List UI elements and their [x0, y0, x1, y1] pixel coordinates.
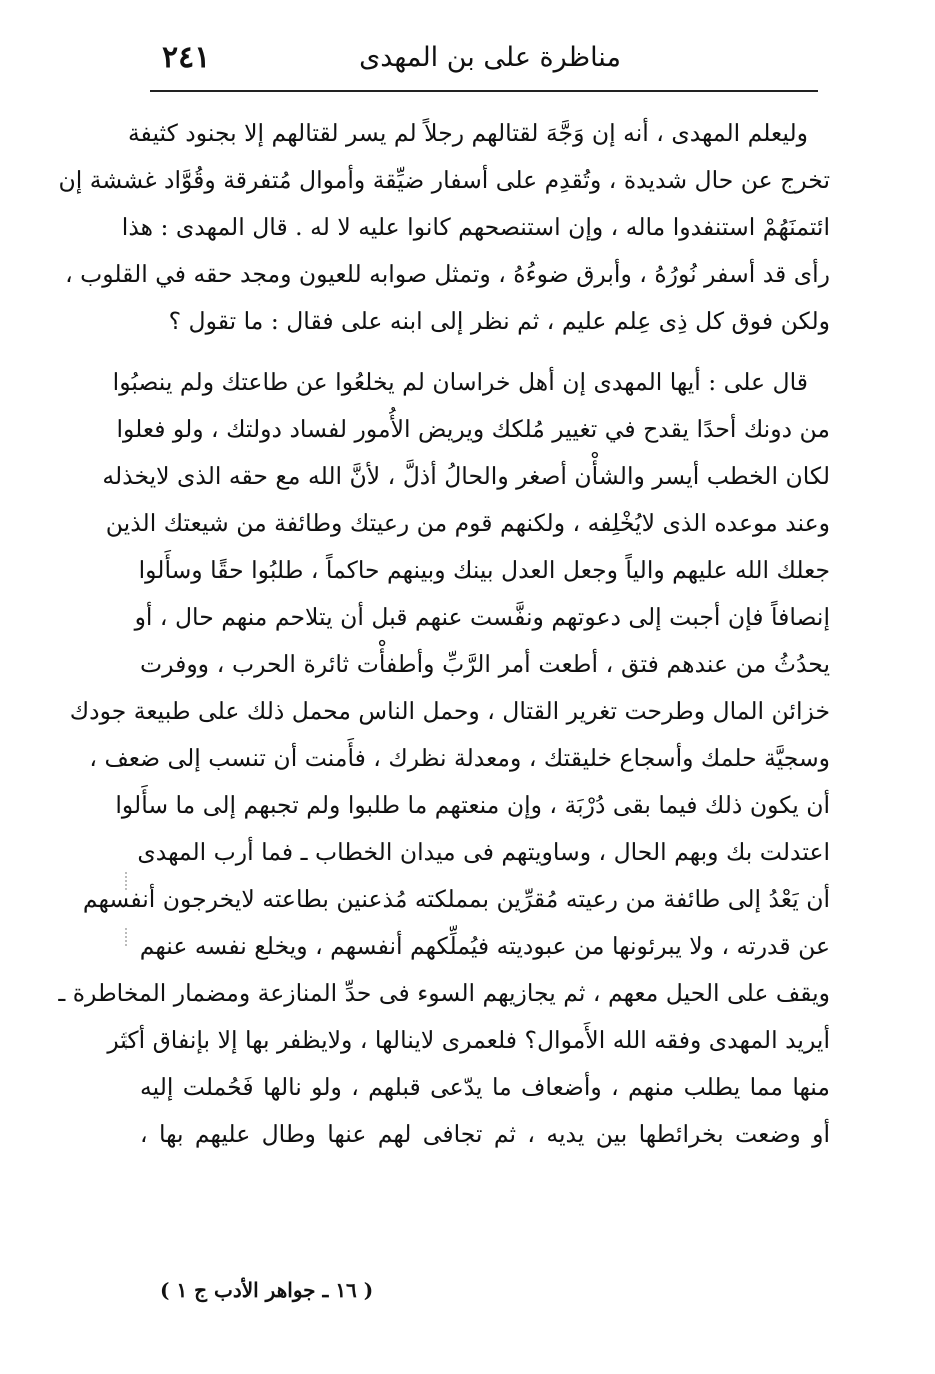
body-text	[58, 110, 830, 1158]
text-line: أو وضعت بخرائطها بين يديه ، ثم تجافى لهم عنها وطال عليهم بها ،	[140, 1120, 830, 1148]
margin-mark	[125, 872, 135, 890]
text-line: أيريد المهدى وفقه الله الأَموال؟ فلعمرى لاينالها ، ولايظفر بها إلا بإنفاق أكثر	[107, 1026, 830, 1054]
text-line: ويقف على الحيل معهم ، ثم يجازيهم السوء فى حدِّ المنازعة ومضمار المخاطرة ـ	[58, 979, 830, 1007]
text-line: إنصافاً فإن أجبت إلى دعوتهم ونفَّست عنهم قبل أن يتلاحم منهم حال ، أو	[134, 603, 830, 631]
paragraph-gap	[140, 345, 830, 359]
text-line: عن قدرته ، ولا يبرئونها من عبوديته فيُملِّكهم أنفسهم ، ويخلع نفسه عنهم	[139, 932, 830, 960]
text-line: لكان الخطب أيسر والشأْن أصغر والحالُ أذلَّ ، لأنَّ الله مع حقه الذى لايخذله	[102, 462, 830, 490]
text-line: تخرج عن حال شديدة ، وتُقدِم على أسفار ضيِّقة وأموال مُتفرقة وقُوَّاد غششة إن	[58, 166, 830, 194]
text-line: منها مما يطلب منهم ، وأضعاف ما يدّعى قبلهم ، ولو نالها فَحُملت إليه	[140, 1073, 830, 1101]
page-header	[150, 38, 818, 92]
paragraph-1	[58, 110, 830, 345]
text-line: جعلك الله عليهم والياً وجعل العدل بينك وبينهم حاكماً ، طلبُوا حقًا وسأَلوا	[138, 556, 830, 584]
text-line: وليعلم المهدى ، أنه إن وَجَّهَ لقتالهم رجلاً لم يسر لقتالهم إلا بجنود كثيفة	[127, 119, 808, 147]
text-line: من دونك أحدًا يقدح في تغيير مُلكك ويريض الأُمور لفساد دولتك ، ولو فعلوا	[116, 415, 830, 443]
running-title: مناظرة على بن المهدى	[359, 42, 621, 73]
printer-signature: ( ١٦ ـ جواهر الأدب ج ١ )	[160, 1278, 374, 1302]
text-line: ائتمنَهُمْ استنفدوا ماله ، وإن استنصحهم كانوا عليه لا له . قال المهدى : هذا	[121, 213, 830, 241]
margin-mark	[125, 928, 135, 946]
text-line: يحدُثُ من عندهم فتق ، أطعت أمر الرَّبِّ وأطفأْت ثائرة الحرب ، ووفرت	[140, 650, 830, 678]
text-line: رأى قد أسفر نُورُهُ ، وأبرق ضوءُهُ ، وتمثل صوابه للعيون ومجد حقه في القلوب ،	[65, 260, 830, 288]
page-number: ٢٤١	[162, 40, 211, 75]
text-line: وسجيَّة حلمك وأسجاع خليقتك ، ومعدلة نظرك ، فأَمنت أن تنسب إلى ضعف ،	[89, 744, 830, 772]
paragraph-2	[58, 359, 830, 1158]
text-line: أن يَعْدُ إلى طائفة من رعيته مُقرِّين بمملكته مُذعنين بطاعته لايخرجون أنفسهم	[82, 885, 830, 913]
text-line: اعتدلت بك وبهم الحال ، وساويتهم فى ميدان الخطاب ـ فما أرب المهدى	[137, 838, 830, 866]
margin-mark	[125, 1032, 135, 1050]
text-line: أن يكون ذلك فيما بقى دُرْبَة ، وإن منعتهم ما طلبوا ولم تجبهم إلى ما سأَلوا	[115, 791, 830, 819]
text-line: خزائن المال وطرحت تغرير القتال ، وحمل الناس محمل ذلك على طبيعة جودك	[69, 697, 830, 725]
text-line: وعند موعده الذى لايُخْلِفه ، ولكنهم قوم من رعيتك وطائفة من شيعتك الذين	[105, 509, 830, 537]
text-line: قال على : أيها المهدى إن أهل خراسان لم يخلعُوا عن طاعتك ولم ينصبُوا	[112, 368, 808, 396]
text-line: ولكن فوق كل ذِى عِلم عليم ، ثم نظر إلى ابنه على فقال : ما تقول ؟	[168, 307, 830, 335]
